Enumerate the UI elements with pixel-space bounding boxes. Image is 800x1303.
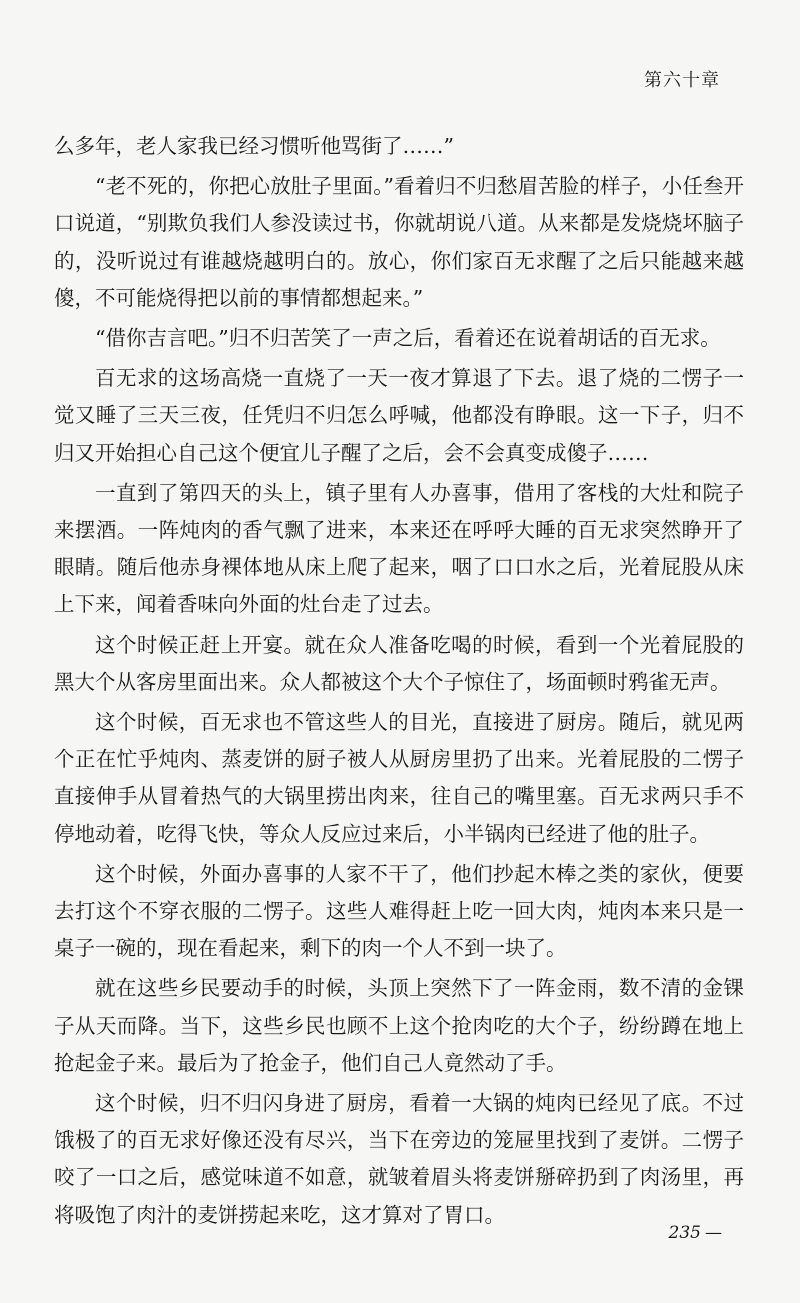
paragraph: 么多年，老人家我已经习惯听他骂街了……”	[54, 134, 454, 158]
chapter-header: 第六十章	[644, 70, 720, 91]
paragraph: “老不死的，你把心放肚子里面。”看着归不归愁眉苦脸的样子，小任叁开口说道，“别欺负我们人参没读过书，你就胡说八道。从来都是发烧烧坏脑子的，没听说过有谁越烧越明白的。放心，你们家百无求醒了之后只能越来越傻，不可能烧得把以前的事情都想起来。”	[54, 174, 744, 310]
page-number-dash: —	[705, 1223, 722, 1243]
page-number	[669, 1223, 722, 1243]
paragraph: 这个时候正赶上开宴。就在众人准备吃喝的时候，看到一个光着屁股的黑大个从客房里面出来。众人都被这个大个子惊住了，场面顿时鸦雀无声。	[54, 632, 744, 694]
header-divider	[50, 108, 750, 109]
paragraph: 这个时候，外面办喜事的人家不干了，他们抄起木棒之类的家伙，便要去打这个不穿衣服的二愣子。这些人难得赶上吃一回大肉，炖肉本来只是一桌子一碗的，现在看起来，剩下的肉一个人不到一块了。	[54, 861, 744, 961]
paragraph: 这个时候，归不归闪身进了厨房，看着一大锅的炖肉已经见了底。不过饿极了的百无求好像还没有尽兴，当下在旁边的笼屉里找到了麦饼。二愣子咬了一口之后，感觉味道不如意，就皱着眉头将麦饼掰碎扔到了肉汤里，再将吸饱了肉汁的麦饼捞起来吃，这才算对了胃口。	[54, 1091, 744, 1227]
page-number-value: 235	[668, 1223, 701, 1243]
paragraph: “借你吉言吧。”归不归苦笑了一声之后，看着还在说着胡话的百无求。	[95, 326, 721, 351]
body-text	[54, 128, 744, 1234]
paragraph: 这个时候，百无求也不管这些人的目光，直接进了厨房。随后，就见两个正在忙乎炖肉、蒸麦饼的厨子被人从厨房里扔了出来。光着屁股的二愣子直接伸手从冒着热气的大锅里捞出肉来，往自己的嘴里塞。百无求两只手不停地动着，吃得飞快，等众人反应过来后，小半锅肉已经进了他的肚子。	[54, 710, 744, 846]
paragraph: 一直到了第四天的头上，镇子里有人办喜事，借用了客栈的大灶和院子来摆酒。一阵炖肉的香气飘了进来，本来还在呼呼大睡的百无求突然睁开了眼睛。随后他赤身裸体地从床上爬了起来，咽了口口水之后，光着屁股从床上下来，闻着香味向外面的灶台走了过去。	[54, 480, 744, 617]
paragraph: 百无求的这场高烧一直烧了一天一夜才算退了下去。退了烧的二愣子一觉又睡了三天三夜，任凭归不归怎么呼喊，他都没有睁眼。这一下子，归不归又开始担心自己这个便宜儿子醒了之后，会不会真变成傻子……	[54, 366, 744, 465]
paragraph: 就在这些乡民要动手的时候，头顶上突然下了一阵金雨，数不清的金锞子从天而降。当下，这些乡民也顾不上这个抢肉吃的大个子，纷纷蹲在地上抢起金子来。最后为了抢金子，他们自己人竟然动了手。	[54, 976, 744, 1075]
